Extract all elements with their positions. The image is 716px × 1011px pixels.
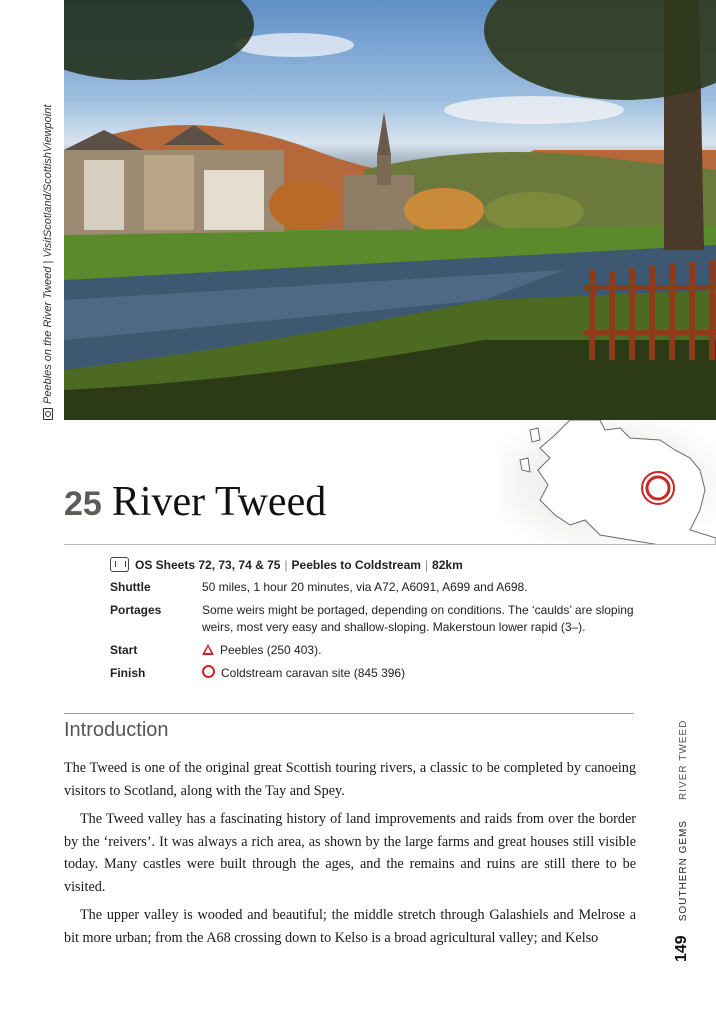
shuttle-row: [110, 579, 640, 596]
photo-credit: [42, 105, 54, 420]
portages-row: [110, 602, 640, 636]
shuttle-label: Shuttle: [110, 580, 151, 594]
start-row: [110, 642, 640, 659]
start-triangle-icon: [202, 644, 214, 655]
photo-credit-text: Peebles on the River Tweed | VisitScotland/ScottishViewpoint: [42, 104, 54, 404]
separator: |: [284, 557, 288, 572]
os-sheets: OS Sheets 72, 73, 74 & 75: [135, 557, 281, 572]
route-info: [110, 557, 640, 688]
location-map: [500, 420, 716, 545]
separator: |: [424, 557, 429, 572]
route-span: Peebles to Coldstream: [291, 557, 421, 572]
title-divider: [64, 544, 716, 545]
finish-circle-icon: [202, 665, 215, 678]
page-number: 149: [673, 935, 690, 962]
portages-value: Some weirs might be portaged, depending on conditions. The ‘caulds’ are sloping weirs, most very easy and shallow-sloping. Makerstoun lower rapid (3–).: [202, 603, 634, 634]
os-sheets-line: [110, 557, 640, 572]
paragraph: The upper valley is wooded and beautiful; the middle stretch through Galashiels and Melrose a bit more urban; from the A68 crossing down to Kelso is a broad agricultural valley; and Kelso: [64, 907, 636, 946]
camera-icon: [43, 408, 53, 420]
paragraph: The Tweed valley has a fascinating history of land improvements and raids from over the border by the ‘reivers’. It was always a rich area, as shown by the large farms and great houses still visible today. Many castles were built through the ages, and the remains and ruins are still there to be visited.: [64, 811, 636, 895]
section-divider: [64, 713, 634, 714]
running-river: RIVER TWEED: [678, 719, 689, 800]
route-distance: 82km: [432, 557, 463, 572]
finish-value: Coldstream caravan site (845 396): [221, 666, 406, 680]
landscape-illustration: [64, 0, 716, 420]
route-number: 25: [64, 485, 102, 523]
shuttle-value: 50 miles, 1 hour 20 minutes, via A72, A6091, A699 and A698.: [202, 580, 528, 594]
route-title: [64, 478, 326, 526]
finish-label: Finish: [110, 666, 146, 680]
route-name: River Tweed: [111, 479, 327, 525]
body-text: [64, 757, 636, 955]
running-section: SOUTHERN GEMS: [678, 819, 689, 922]
hero-photo: [64, 0, 716, 420]
map-icon: [110, 557, 129, 572]
portages-label: Portages: [110, 603, 162, 617]
section-heading: Introduction: [64, 719, 169, 741]
running-header: [673, 720, 691, 962]
finish-row: [110, 665, 640, 682]
start-label: Start: [110, 643, 138, 657]
paragraph: The Tweed is one of the original great Scottish touring rivers, a classic to be completed by canoeing visitors to Scotland, along with the Tay and Spey.: [64, 760, 636, 799]
start-value: Peebles (250 403).: [220, 643, 322, 657]
scotland-outline-map: [500, 420, 716, 545]
